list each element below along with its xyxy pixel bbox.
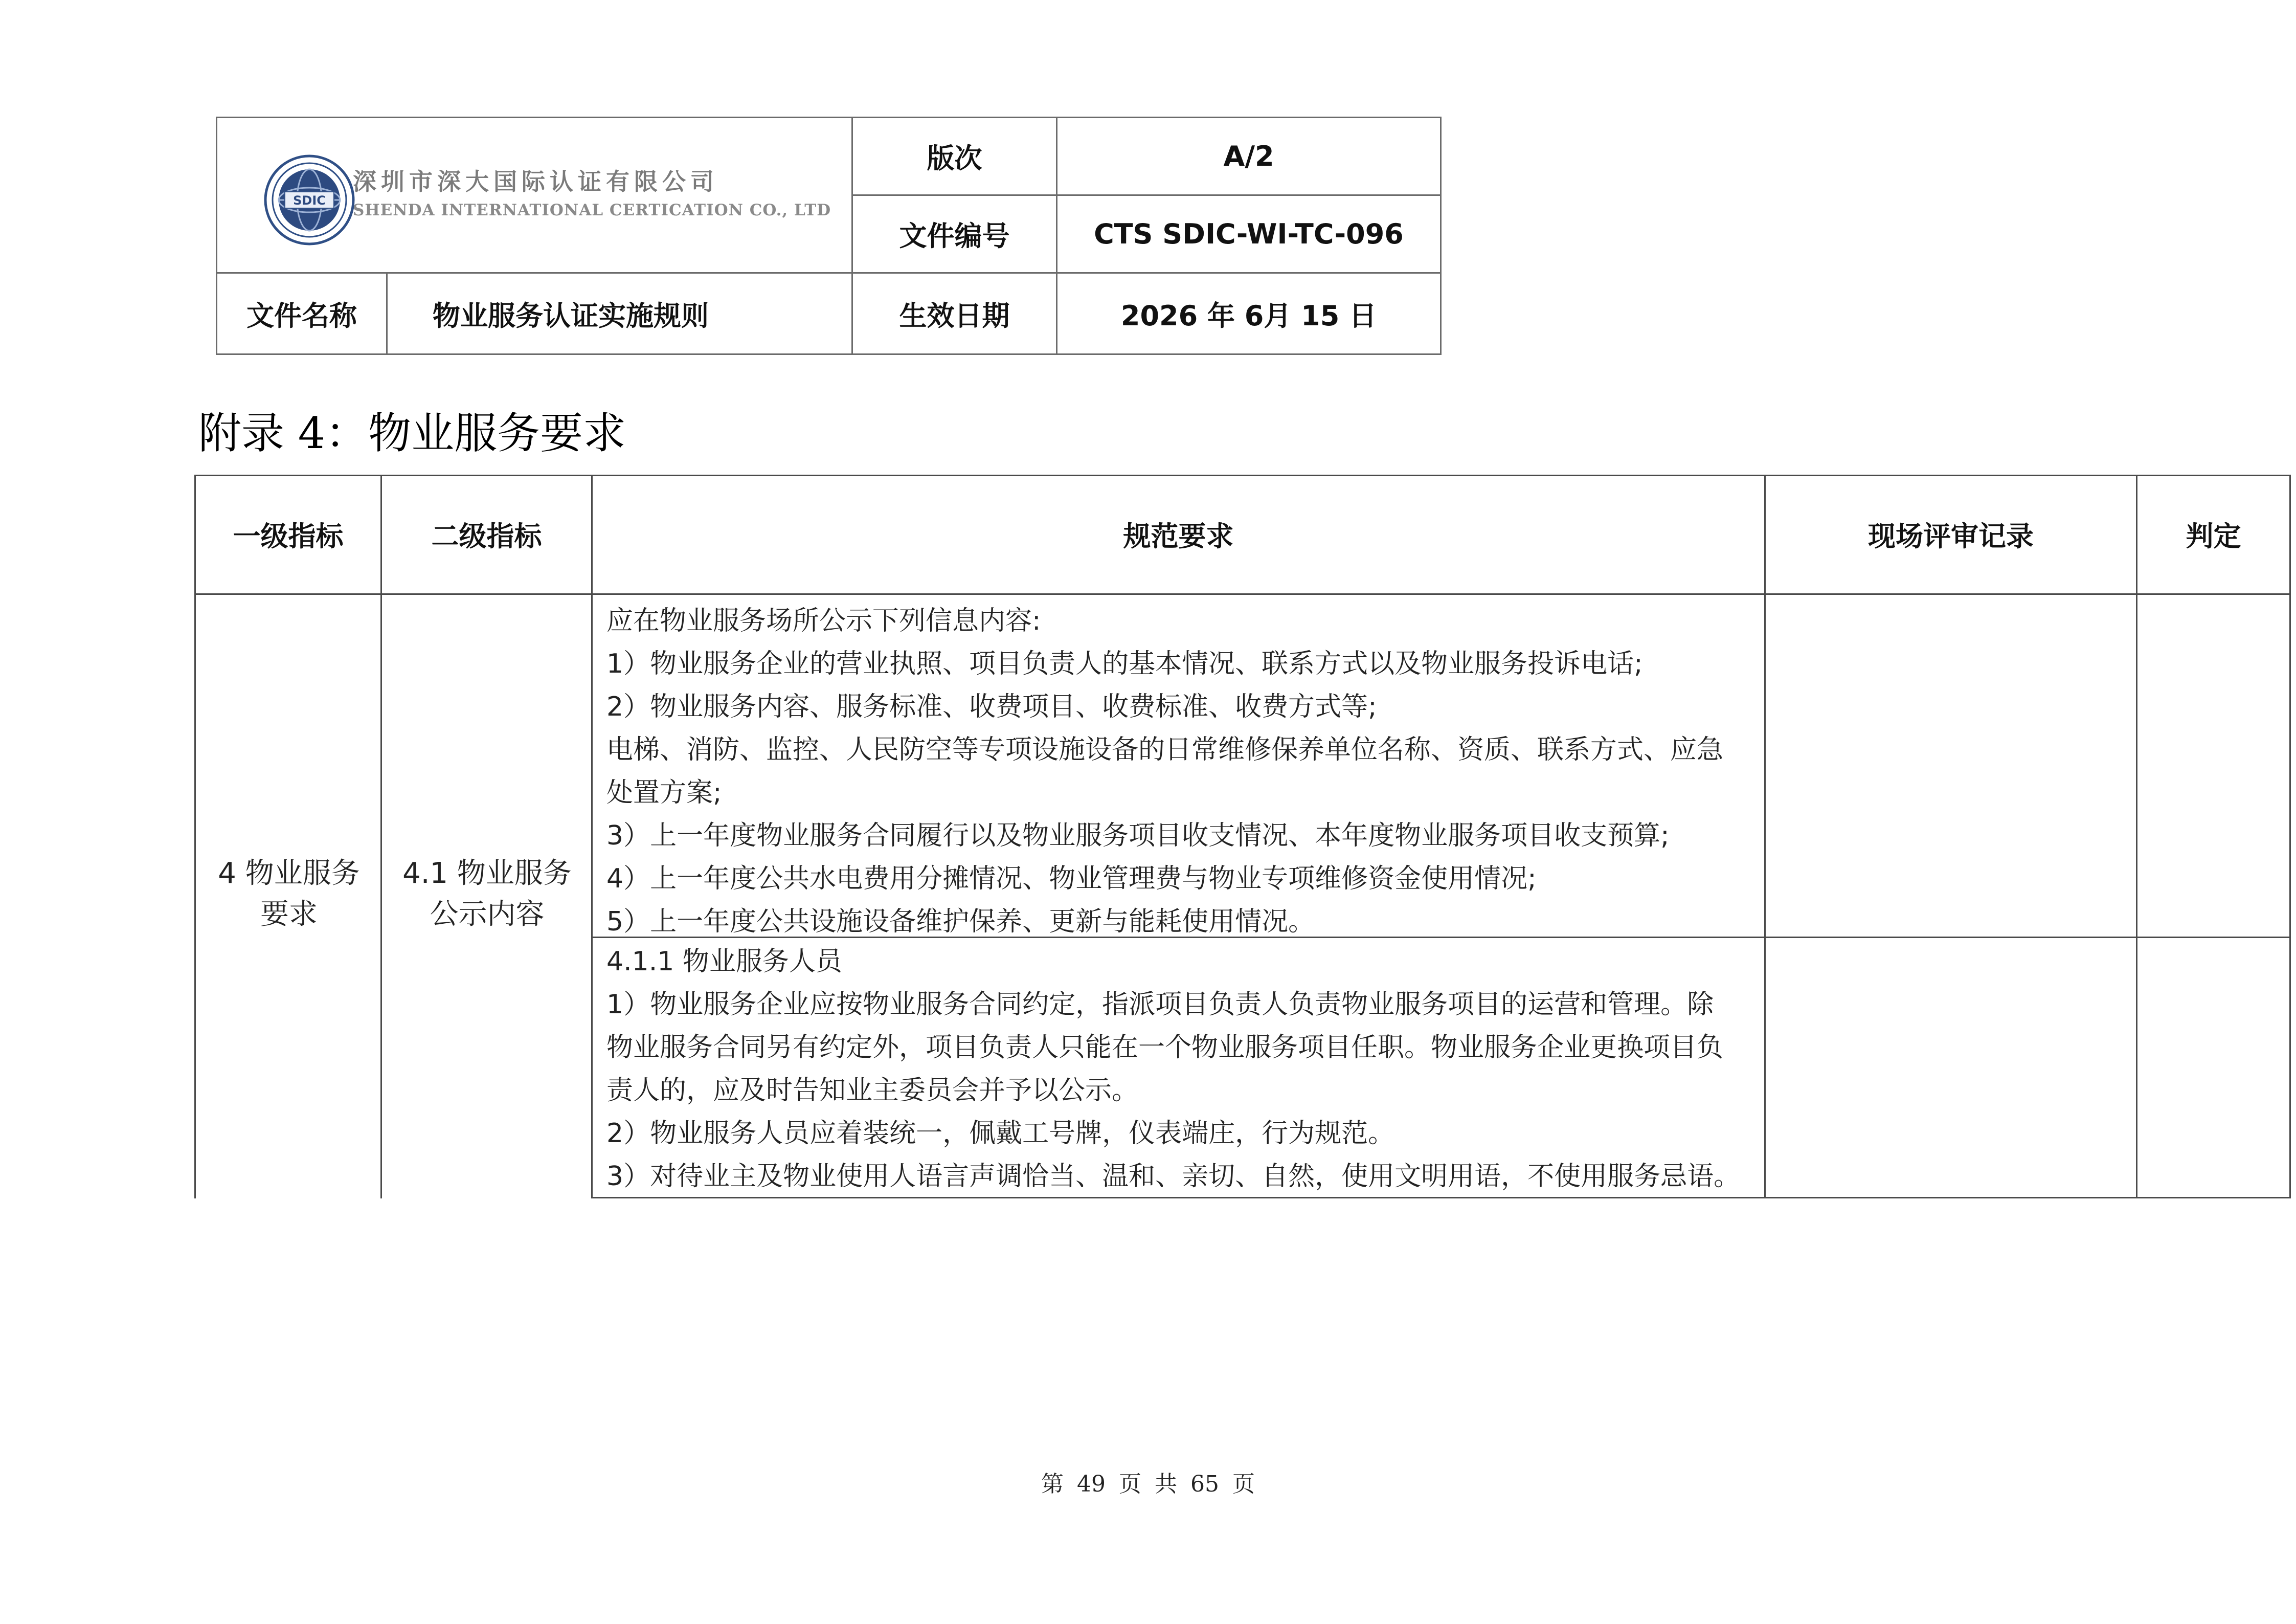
seal-text: SDIC (293, 193, 326, 208)
requirement-block-staff (606, 940, 1757, 1198)
requirement-line: 处置方案; (606, 777, 722, 808)
company-seal-icon (263, 154, 355, 246)
footer-suffix: 页 (1232, 1471, 1255, 1497)
page-footer (0, 1465, 2296, 1498)
header-row-divider (194, 593, 2291, 595)
requirement-line: 5）上一年度公共设施设备维护保养、更新与能耗使用情况。 (606, 906, 1315, 937)
requirement-line: 物业服务合同另有约定外，项目负责人只能在一个物业服务项目任职。物业服务企业更换项目负 (606, 1032, 1724, 1063)
requirement-block-disclosure (606, 599, 1757, 943)
requirement-line: 电梯、消防、监控、人民防空等专项设施设备的日常维修保养单位名称、资质、联系方式、应急 (606, 735, 1724, 765)
total-pages: 65 (1190, 1471, 1219, 1497)
requirement-line: 2）物业服务人员应着装统一，佩戴工号牌，仪表端庄，行为规范。 (606, 1118, 1395, 1149)
table-border-right (2289, 475, 2291, 1198)
requirement-line: 应在物业服务场所公示下列信息内容: (606, 606, 1041, 636)
requirements-table (194, 475, 2291, 1198)
footer-page-word: 页 (1119, 1471, 1141, 1497)
company-logo (263, 154, 831, 246)
col-header-level1: 一级指标 (233, 520, 344, 552)
doc-number-value: CTS SDIC-WI-TC-096 (1057, 195, 1441, 273)
level2-indicator: 4.1 物业服务公示内容 (402, 857, 572, 931)
version-label: 版次 (852, 118, 1057, 195)
requirement-line: 3）对待业主及物业使用人语言声调恰当、温和、亲切、自然，使用文明用语，不使用服务忌语。 (606, 1161, 1741, 1192)
requirement-line: 3）上一年度物业服务合同履行以及物业服务项目收支情况、本年度物业服务项目收支预算; (606, 820, 1670, 851)
requirement-line: 1）物业服务企业的营业执照、项目负责人的基本情况、联系方式以及物业服务投诉电话; (606, 649, 1643, 679)
company-name-en: SHENDA INTERNATIONAL CERTICATION CO., LTD (353, 201, 831, 219)
requirement-line: 1）物业服务企业应按物业服务合同约定，指派项目负责人负责物业服务项目的运营和管理。除 (606, 989, 1714, 1020)
effective-date-value: 2026 年 6月 15 日 (1057, 273, 1441, 354)
doc-number-label: 文件编号 (852, 195, 1057, 273)
level1-indicator: 4 物业服务要求 (218, 857, 360, 931)
col-header-review-record: 现场评审记录 (1868, 520, 2034, 552)
footer-total-word: 共 (1155, 1471, 1177, 1497)
document-header-table (216, 117, 1442, 355)
effective-date-label: 生效日期 (852, 273, 1057, 354)
page-number: 49 (1077, 1471, 1106, 1497)
requirement-line: 4.1.1 物业服务人员 (606, 946, 842, 977)
requirement-line: 责人的，应及时告知业主委员会并予以公示。 (606, 1075, 1139, 1106)
requirement-line: 2）物业服务内容、服务标准、收费项目、收费标准、收费方式等; (606, 692, 1377, 722)
requirement-line: 4）上一年度公共水电费用分摊情况、物业管理费与物业专项维修资金使用情况; (606, 863, 1537, 894)
col-header-judgement: 判定 (2186, 520, 2241, 552)
doc-name-label: 文件名称 (217, 273, 387, 354)
col-header-requirements: 规范要求 (1123, 520, 1234, 552)
company-name-cn: 深圳市深大国际认证有限公司 (353, 168, 718, 195)
company-logo-cell (217, 118, 852, 273)
section-title: 附录 4：物业服务要求 (198, 408, 626, 458)
version-value: A/2 (1057, 118, 1441, 195)
doc-name-value: 物业服务认证实施规则 (387, 273, 852, 354)
footer-prefix: 第 (1041, 1471, 1064, 1497)
col-header-level2: 二级指标 (431, 520, 542, 552)
